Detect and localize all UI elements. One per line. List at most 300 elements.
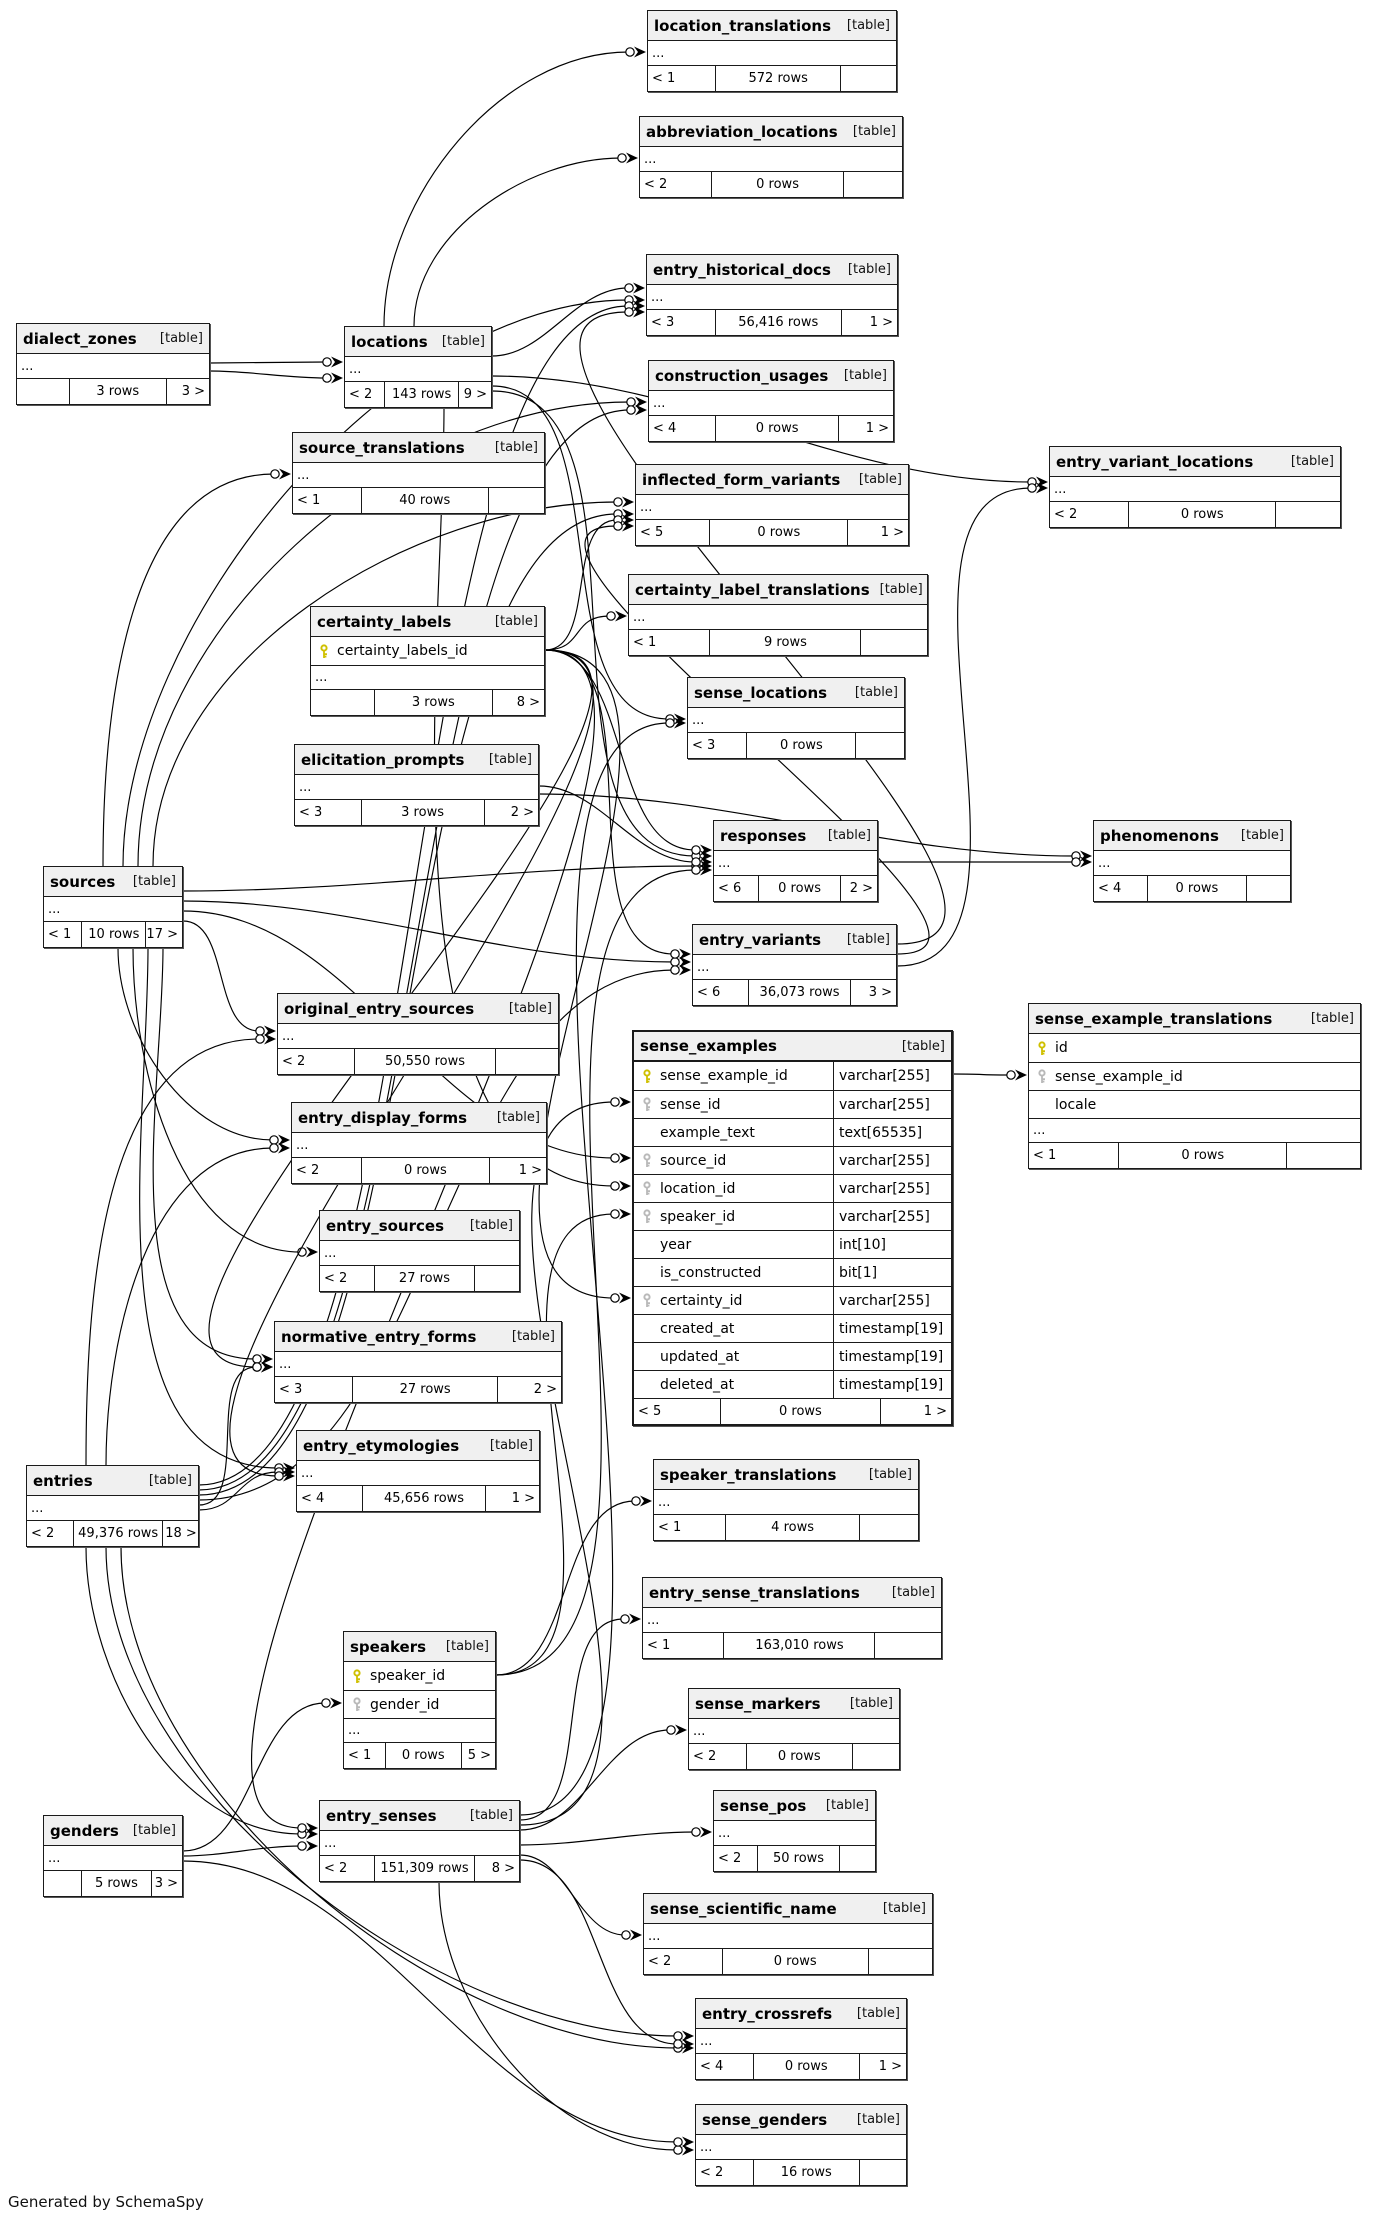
children-count: 8 > bbox=[491, 1861, 515, 1876]
columns-ellipsis-row: ... bbox=[324, 1835, 337, 1851]
table-header[interactable] bbox=[344, 1632, 495, 1662]
fk-end-circle bbox=[674, 2040, 682, 2048]
table-header[interactable] bbox=[297, 1431, 539, 1461]
table-title: locations bbox=[351, 332, 428, 351]
table-title: normative_entry_forms bbox=[281, 1327, 477, 1346]
table-entry_historical_docs[interactable] bbox=[646, 254, 898, 336]
parents-count: < 2 bbox=[349, 387, 373, 402]
table-header[interactable] bbox=[636, 465, 908, 495]
table-certainty_label_translations[interactable] bbox=[628, 574, 928, 656]
table-entry_sources[interactable] bbox=[319, 1210, 520, 1292]
parents-count: < 2 bbox=[693, 1749, 717, 1764]
parents-count: < 1 bbox=[297, 493, 321, 508]
table-header[interactable] bbox=[320, 1801, 519, 1831]
table-footer bbox=[644, 1948, 932, 1974]
parents-count: < 1 bbox=[348, 1748, 372, 1763]
table-tag: [table] bbox=[827, 828, 871, 843]
fk-end-arrow bbox=[682, 2137, 694, 2148]
column-row-id[interactable] bbox=[1029, 1034, 1360, 1062]
table-footer bbox=[640, 171, 902, 197]
fk-end-circle bbox=[671, 950, 679, 958]
parents-count: < 2 bbox=[1054, 507, 1078, 522]
fk-end-arrow bbox=[331, 373, 343, 384]
table-tag: [table] bbox=[852, 124, 896, 139]
columns-ellipsis-row: ... bbox=[48, 901, 61, 917]
table-entry_sense_translations[interactable] bbox=[642, 1577, 942, 1659]
table-footer bbox=[696, 2053, 906, 2079]
table-header[interactable] bbox=[688, 678, 904, 708]
children-count bbox=[1287, 1143, 1360, 1168]
column-row-speaker_id[interactable] bbox=[634, 1202, 951, 1230]
columns-ellipsis-row: ... bbox=[299, 779, 312, 795]
column-name: example_text bbox=[660, 1124, 755, 1141]
fk-end-circle bbox=[253, 1355, 261, 1363]
relationship-dialect_zones-locations bbox=[210, 362, 326, 363]
children-count bbox=[860, 1515, 918, 1540]
children-count: 1 > bbox=[869, 315, 893, 330]
table-entry_etymologies[interactable] bbox=[296, 1430, 540, 1512]
table-inflected_form_variants[interactable] bbox=[635, 464, 909, 546]
fk-end-arrow bbox=[633, 283, 645, 294]
parents-count: < 2 bbox=[644, 177, 668, 192]
fk-end-arrow bbox=[261, 1362, 273, 1373]
table-sense_markers[interactable] bbox=[688, 1688, 900, 1770]
fk-end-arrow bbox=[1015, 1070, 1027, 1081]
parents-count: < 1 bbox=[48, 927, 72, 942]
relationship-sources-entry_sources bbox=[133, 948, 301, 1252]
key-cell bbox=[634, 1209, 660, 1224]
table-header[interactable] bbox=[654, 1460, 918, 1490]
columns-ellipsis-row: ... bbox=[692, 712, 705, 728]
table-header[interactable] bbox=[689, 1689, 899, 1719]
table-title: entry_sources bbox=[326, 1216, 445, 1235]
parents-count: < 1 bbox=[633, 635, 657, 650]
row-count: 0 rows bbox=[746, 733, 856, 758]
table-header[interactable] bbox=[44, 1816, 182, 1846]
table-sense_scientific_name[interactable] bbox=[643, 1893, 933, 1975]
table-header[interactable] bbox=[693, 925, 896, 955]
table-tag: [table] bbox=[858, 472, 902, 487]
row-count: 50,550 rows bbox=[354, 1049, 497, 1074]
fk-end-circle bbox=[692, 1828, 700, 1836]
table-header[interactable] bbox=[714, 1791, 875, 1821]
table-construction_usages[interactable] bbox=[648, 360, 894, 442]
table-title: source_translations bbox=[299, 438, 465, 457]
table-header[interactable] bbox=[292, 1103, 546, 1133]
row-count: 3 rows bbox=[69, 379, 167, 404]
column-row-deleted_at[interactable] bbox=[634, 1370, 951, 1398]
column-row-gender_id[interactable] bbox=[344, 1690, 495, 1718]
table-certainty_labels[interactable] bbox=[310, 606, 545, 716]
key-cell bbox=[344, 1669, 370, 1684]
table-tag: [table] bbox=[494, 440, 538, 455]
table-entry_crossrefs[interactable] bbox=[695, 1998, 907, 2080]
table-header[interactable] bbox=[44, 867, 182, 897]
column-row-updated_at[interactable] bbox=[634, 1342, 951, 1370]
table-speaker_translations[interactable] bbox=[653, 1459, 919, 1541]
fk-end-circle bbox=[298, 1824, 306, 1832]
table-header[interactable] bbox=[1050, 447, 1340, 477]
table-genders[interactable] bbox=[43, 1815, 183, 1897]
columns-ellipsis-row: ... bbox=[653, 395, 666, 411]
table-location_translations[interactable] bbox=[647, 10, 897, 92]
fk-end-arrow bbox=[700, 1827, 712, 1838]
children-count: 8 > bbox=[516, 695, 540, 710]
table-header[interactable] bbox=[293, 433, 544, 463]
table-tag: [table] bbox=[132, 874, 176, 889]
parents-count: < 2 bbox=[648, 1954, 672, 1969]
fk-end-arrow bbox=[635, 405, 647, 416]
table-entry_display_forms[interactable] bbox=[291, 1102, 547, 1184]
fk-end-circle bbox=[692, 846, 700, 854]
fk-end-arrow bbox=[619, 1209, 631, 1220]
fk-end-circle bbox=[256, 1027, 264, 1035]
table-responses[interactable] bbox=[713, 820, 878, 902]
fk-end-arrow bbox=[619, 1153, 631, 1164]
table-header[interactable] bbox=[629, 575, 927, 605]
table-footer bbox=[1029, 1142, 1360, 1168]
table-title: entry_etymologies bbox=[303, 1436, 460, 1455]
table-tag: [table] bbox=[148, 1473, 192, 1488]
column-type: varchar[255] bbox=[833, 1062, 951, 1090]
relationship-entry_senses-sense_pos bbox=[520, 1832, 695, 1845]
table-elicitation_prompts[interactable] bbox=[294, 744, 539, 826]
columns-ellipsis-row: ... bbox=[344, 1718, 495, 1742]
parents-count: < 4 bbox=[653, 421, 677, 436]
fk-end-arrow bbox=[626, 153, 638, 164]
key-cell bbox=[634, 1069, 660, 1084]
table-sense_locations[interactable] bbox=[687, 677, 905, 759]
fk-end-circle bbox=[1028, 484, 1036, 492]
table-sense_examples[interactable] bbox=[632, 1030, 953, 1426]
fk-end-circle bbox=[692, 858, 700, 866]
columns-ellipsis-row: ... bbox=[324, 1245, 337, 1261]
table-header[interactable] bbox=[647, 255, 897, 285]
column-name: locale bbox=[1055, 1096, 1097, 1113]
table-tag: [table] bbox=[132, 1823, 176, 1838]
row-count: 5 rows bbox=[81, 1871, 151, 1896]
column-name: sense_example_id bbox=[660, 1068, 788, 1084]
columns-ellipsis-row: ... bbox=[282, 1028, 295, 1044]
table-footer bbox=[689, 1743, 899, 1769]
children-count: 1 > bbox=[511, 1491, 535, 1506]
fk-end-circle bbox=[614, 498, 622, 506]
children-count bbox=[841, 66, 896, 91]
fk-end-circle bbox=[626, 48, 634, 56]
fk-end-arrow bbox=[279, 469, 291, 480]
column-name: sense_example_id bbox=[1055, 1068, 1183, 1085]
foreign-key-icon bbox=[640, 1153, 654, 1168]
table-tag: [table] bbox=[508, 1001, 552, 1016]
fk-end-arrow bbox=[306, 1247, 318, 1258]
column-name: updated_at bbox=[660, 1348, 740, 1365]
table-tag: [table] bbox=[882, 1901, 926, 1916]
table-tag: [table] bbox=[854, 685, 898, 700]
row-count: 3 rows bbox=[361, 800, 485, 825]
fk-end-arrow bbox=[619, 1293, 631, 1304]
column-type: varchar[255] bbox=[833, 1175, 951, 1202]
parents-count: < 1 bbox=[1033, 1148, 1057, 1163]
table-header[interactable] bbox=[278, 994, 558, 1024]
row-count: 0 rows bbox=[758, 876, 841, 901]
table-title: elicitation_prompts bbox=[301, 750, 465, 769]
row-count: 27 rows bbox=[374, 1266, 476, 1291]
fk-end-circle bbox=[607, 612, 615, 620]
column-row-certainty_labels_id[interactable] bbox=[311, 637, 544, 665]
table-abbreviation_locations[interactable] bbox=[639, 116, 903, 198]
columns-ellipsis-row: ... bbox=[633, 609, 646, 625]
table-title: entries bbox=[33, 1471, 93, 1490]
table-footer bbox=[295, 799, 538, 825]
column-row-sense_example_id[interactable] bbox=[634, 1062, 951, 1090]
key-cell bbox=[634, 1153, 660, 1168]
column-row-source_id[interactable] bbox=[634, 1146, 951, 1174]
table-footer bbox=[278, 1048, 558, 1074]
columns-ellipsis-row: ... bbox=[718, 855, 731, 871]
parents-count bbox=[44, 1871, 81, 1896]
relationship-entries-entry_crossrefs bbox=[106, 1547, 677, 2036]
table-header[interactable] bbox=[649, 361, 893, 391]
table-header[interactable] bbox=[275, 1322, 561, 1352]
column-type: varchar[255] bbox=[833, 1147, 951, 1174]
children-count: 2 > bbox=[533, 1382, 557, 1397]
table-footer bbox=[696, 2159, 906, 2185]
table-header[interactable] bbox=[1094, 821, 1290, 851]
table-title: entry_historical_docs bbox=[653, 260, 831, 279]
table-title: entry_variants bbox=[699, 930, 822, 949]
table-header[interactable] bbox=[714, 821, 877, 851]
fk-end-circle bbox=[253, 1363, 261, 1371]
table-header[interactable] bbox=[643, 1578, 941, 1608]
children-count bbox=[856, 733, 904, 758]
children-count bbox=[869, 1949, 932, 1974]
table-header[interactable] bbox=[644, 1894, 932, 1924]
children-count: 17 > bbox=[146, 927, 178, 942]
table-tag: [table] bbox=[445, 1639, 489, 1654]
row-count: 0 rows bbox=[1118, 1143, 1287, 1168]
children-count: 9 > bbox=[463, 387, 487, 402]
fk-end-arrow bbox=[264, 1034, 276, 1045]
column-name: speaker_id bbox=[370, 1668, 446, 1684]
row-count: 0 rows bbox=[361, 1158, 491, 1183]
table-title: sense_genders bbox=[702, 2110, 828, 2129]
row-count: 27 rows bbox=[352, 1377, 498, 1402]
table-entry_senses[interactable] bbox=[319, 1800, 520, 1882]
columns-ellipsis-row: ... bbox=[48, 1850, 61, 1866]
columns-ellipsis-row: ... bbox=[651, 289, 664, 305]
relationship-entries-entry_display_forms bbox=[106, 1148, 273, 1465]
table-tag: [table] bbox=[441, 334, 485, 349]
columns-ellipsis-row: ... bbox=[658, 1494, 671, 1510]
table-title: sense_example_translations bbox=[1035, 1009, 1273, 1028]
row-count: 3 rows bbox=[374, 690, 493, 715]
fk-end-circle bbox=[618, 154, 626, 162]
relationship-entry_senses-sense_genders bbox=[439, 1882, 677, 2150]
primary-key-icon bbox=[317, 644, 331, 659]
table-header[interactable] bbox=[295, 745, 538, 775]
table-tag: [table] bbox=[879, 582, 923, 597]
table-title: entry_display_forms bbox=[298, 1108, 468, 1127]
table-tag: [table] bbox=[159, 331, 203, 346]
table-sense_genders[interactable] bbox=[695, 2104, 907, 2186]
table-sense_pos[interactable] bbox=[713, 1790, 876, 1872]
parents-count: < 3 bbox=[692, 738, 716, 753]
table-title: sources bbox=[50, 872, 116, 891]
key-cell bbox=[634, 1097, 660, 1112]
table-header[interactable] bbox=[17, 324, 209, 354]
columns-ellipsis-row: ... bbox=[301, 1465, 314, 1481]
column-name: certainty_id bbox=[660, 1292, 743, 1309]
table-header[interactable] bbox=[1029, 1004, 1360, 1034]
column-name: location_id bbox=[660, 1180, 736, 1197]
row-count: 163,010 rows bbox=[723, 1633, 875, 1658]
fk-end-circle bbox=[625, 284, 633, 292]
fk-end-circle bbox=[674, 2032, 682, 2040]
fk-end-arrow bbox=[630, 1930, 642, 1941]
column-row-speaker_id[interactable] bbox=[344, 1662, 495, 1690]
table-entry_variant_locations[interactable] bbox=[1049, 446, 1341, 528]
fk-end-circle bbox=[1072, 858, 1080, 866]
table-tag: [table] bbox=[496, 1110, 540, 1125]
parents-count: < 1 bbox=[652, 71, 676, 86]
column-row-is_constructed[interactable] bbox=[634, 1258, 951, 1286]
parents-count: < 1 bbox=[658, 1520, 682, 1535]
table-header[interactable] bbox=[634, 1032, 951, 1062]
fk-end-circle bbox=[256, 1035, 264, 1043]
table-header[interactable] bbox=[27, 1466, 198, 1496]
table-title: certainty_labels bbox=[317, 612, 452, 631]
column-row-locale[interactable] bbox=[1029, 1090, 1360, 1118]
table-header[interactable] bbox=[696, 1999, 906, 2029]
children-count bbox=[860, 2160, 906, 2185]
row-count: 0 rows bbox=[711, 172, 845, 197]
table-title: phenomenons bbox=[1100, 826, 1219, 845]
table-dialect_zones[interactable] bbox=[16, 323, 210, 405]
table-header[interactable] bbox=[345, 327, 491, 357]
table-header[interactable] bbox=[696, 2105, 906, 2135]
fk-end-circle bbox=[611, 1210, 619, 1218]
table-title: abbreviation_locations bbox=[646, 122, 838, 141]
table-source_translations[interactable] bbox=[292, 432, 545, 514]
children-count: 1 > bbox=[865, 421, 889, 436]
column-type: varchar[255] bbox=[833, 1203, 951, 1230]
table-header[interactable] bbox=[311, 607, 544, 637]
row-count: 4 rows bbox=[725, 1515, 860, 1540]
row-count: 151,309 rows bbox=[374, 1856, 476, 1881]
parents-count: < 2 bbox=[718, 1851, 742, 1866]
table-normative_entry_forms[interactable] bbox=[274, 1321, 562, 1403]
children-count: 3 > bbox=[154, 1876, 178, 1891]
fk-end-circle bbox=[611, 1098, 619, 1106]
table-tag: [table] bbox=[856, 2006, 900, 2021]
table-header[interactable] bbox=[648, 11, 896, 41]
relationship-entries-entry_senses bbox=[86, 1547, 301, 1834]
fk-end-circle bbox=[611, 1154, 619, 1162]
table-entries[interactable] bbox=[26, 1465, 199, 1547]
parents-count: < 3 bbox=[299, 805, 323, 820]
table-tag: [table] bbox=[901, 1038, 945, 1054]
fk-end-circle bbox=[271, 470, 279, 478]
fk-end-circle bbox=[323, 374, 331, 382]
table-tag: [table] bbox=[868, 1467, 912, 1482]
row-count: 9 rows bbox=[709, 630, 861, 655]
columns-ellipsis-row: ... bbox=[31, 1500, 44, 1516]
fk-end-arrow bbox=[619, 1097, 631, 1108]
column-type: varchar[255] bbox=[833, 1091, 951, 1118]
table-title: location_translations bbox=[654, 16, 832, 35]
primary-key-icon bbox=[640, 1069, 654, 1084]
table-phenomenons[interactable] bbox=[1093, 820, 1291, 902]
columns-ellipsis-row: ... bbox=[647, 1612, 660, 1628]
fk-end-arrow bbox=[278, 1143, 290, 1154]
fk-end-arrow bbox=[629, 1614, 641, 1625]
table-footer bbox=[648, 65, 896, 91]
column-row-certainty_id[interactable] bbox=[634, 1286, 951, 1314]
foreign-key-icon bbox=[1035, 1069, 1049, 1084]
fk-end-circle bbox=[627, 406, 635, 414]
table-speakers[interactable] bbox=[343, 1631, 496, 1769]
column-row-example_text[interactable] bbox=[634, 1118, 951, 1146]
table-footer bbox=[17, 378, 209, 404]
table-locations[interactable] bbox=[344, 326, 492, 408]
relationship-sources-source_translations bbox=[103, 474, 274, 866]
table-footer bbox=[1050, 501, 1340, 527]
fk-end-circle bbox=[611, 1294, 619, 1302]
column-row-year[interactable] bbox=[634, 1230, 951, 1258]
table-title: entry_crossrefs bbox=[702, 2004, 833, 2023]
table-title: entry_sense_translations bbox=[649, 1583, 860, 1602]
table-sense_example_translations[interactable] bbox=[1028, 1003, 1361, 1169]
children-count: 1 > bbox=[518, 1163, 542, 1178]
fk-end-circle bbox=[275, 1472, 283, 1480]
row-count: 56,416 rows bbox=[715, 310, 843, 335]
columns-ellipsis-row: ... bbox=[697, 959, 710, 975]
row-count: 0 rows bbox=[1128, 502, 1276, 527]
columns-ellipsis-row: ... bbox=[1098, 855, 1111, 871]
table-tag: [table] bbox=[1290, 454, 1334, 469]
column-row-sense_example_id[interactable] bbox=[1029, 1062, 1360, 1090]
table-header[interactable] bbox=[640, 117, 902, 147]
table-tag: [table] bbox=[511, 1329, 555, 1344]
row-count: 0 rows bbox=[715, 416, 839, 441]
parents-count: < 2 bbox=[324, 1271, 348, 1286]
column-type: timestamp[19] bbox=[833, 1343, 951, 1370]
table-header[interactable] bbox=[320, 1211, 519, 1241]
fk-end-arrow bbox=[619, 1181, 631, 1192]
column-name: speaker_id bbox=[660, 1208, 736, 1225]
table-footer bbox=[27, 1520, 198, 1546]
relationship-certainty_labels-certainty_label_translations bbox=[545, 616, 610, 650]
columns-ellipsis-row: ... bbox=[349, 361, 362, 377]
table-entry_variants[interactable] bbox=[692, 924, 897, 1006]
fk-end-circle bbox=[674, 2146, 682, 2154]
relationship-locations-abbreviation_locations bbox=[414, 158, 621, 326]
columns-ellipsis-row: ... bbox=[718, 1825, 731, 1841]
column-row-sense_id[interactable] bbox=[634, 1090, 951, 1118]
column-row-location_id[interactable] bbox=[634, 1174, 951, 1202]
table-title: sense_scientific_name bbox=[650, 1899, 837, 1918]
table-title: entry_variant_locations bbox=[1056, 452, 1254, 471]
table-title: speaker_translations bbox=[660, 1465, 837, 1484]
table-original_entry_sources[interactable] bbox=[277, 993, 559, 1075]
fk-end-arrow bbox=[330, 1698, 342, 1709]
table-title: sense_markers bbox=[695, 1694, 821, 1713]
columns-ellipsis-row: ... bbox=[311, 665, 544, 689]
table-sources[interactable] bbox=[43, 866, 183, 948]
column-row-created_at[interactable] bbox=[634, 1314, 951, 1342]
primary-key-icon bbox=[1035, 1041, 1049, 1056]
fk-end-circle bbox=[671, 958, 679, 966]
